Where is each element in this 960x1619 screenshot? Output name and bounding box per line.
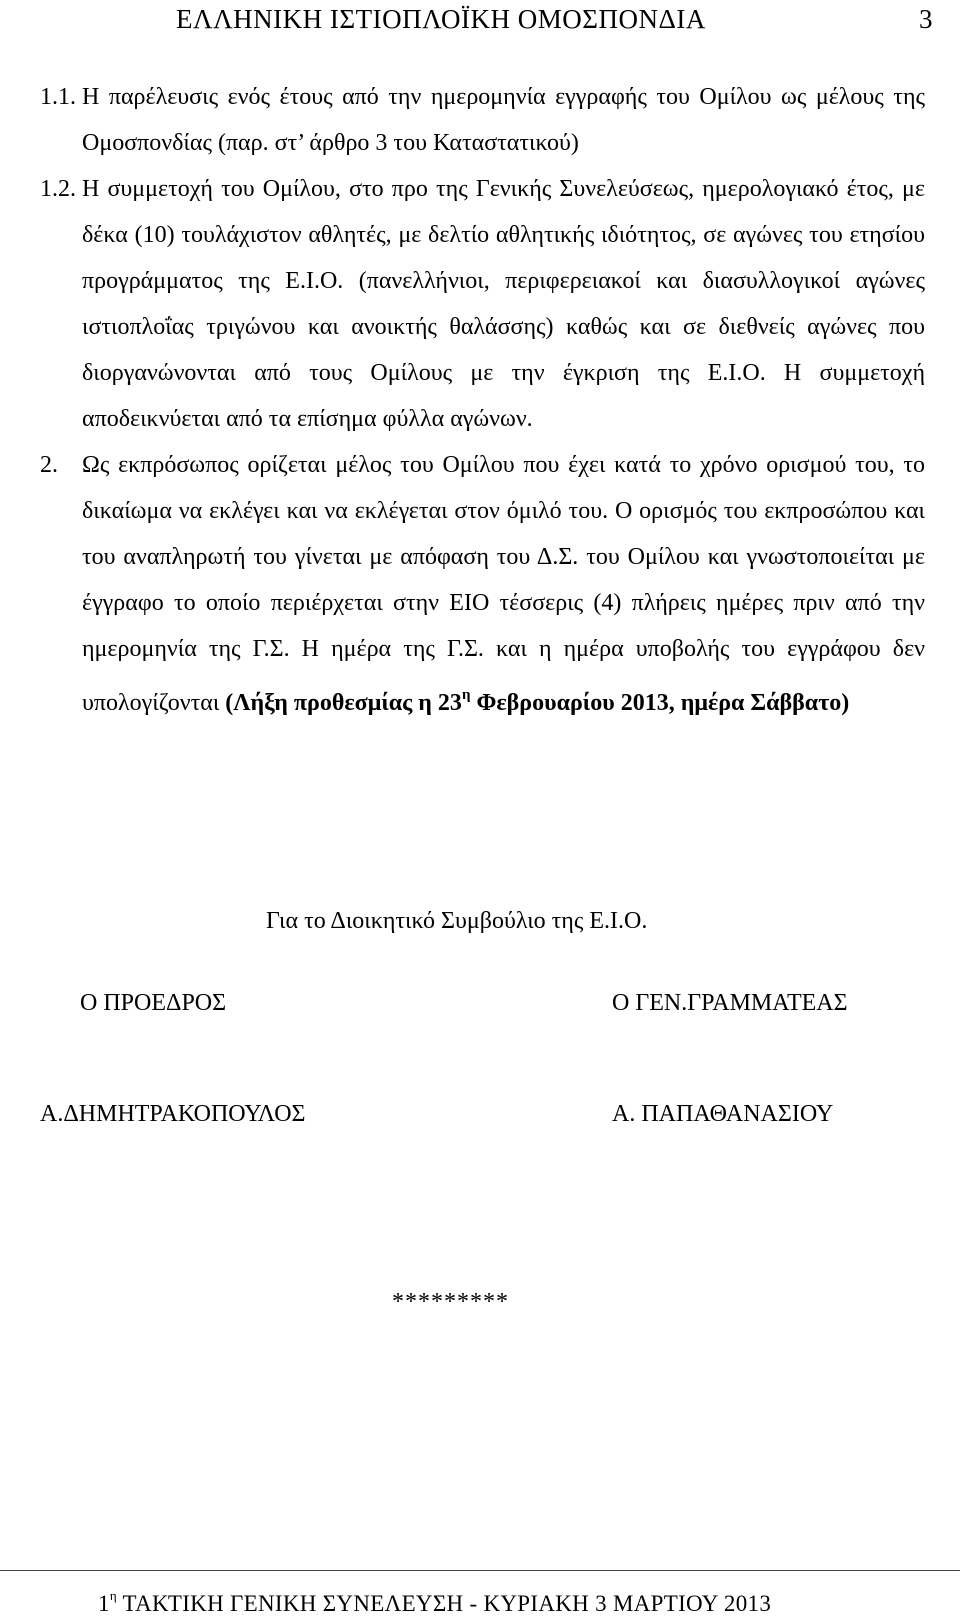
clause-text: Η συμμετοχή του Ομίλου, στο προ της Γενικής Συνελεύσεως, ημερολογιακό έτος, με δέκα (10) τουλάχιστον αθλητές, με δελτίο αθλητικής ιδιότητος, σε αγώνες του ετησίου προγράμματος της Ε.Ι.Ο. (πανελλήνιοι, περιφερειακοί και διασυλλογικοί αγώνες ιστιοπλοΐας τριγώνου και ανοικτής θαλάσσης) καθώς και σε διεθνείς αγώνες που διοργανώνονται από τους Ομίλους με την έγκριση της Ε.Ι.Ο. Η συμμετοχή αποδεικνύεται από τα επίσημα φύλλα αγώνων. [82, 176, 925, 432]
clause-number: 2. [40, 452, 58, 478]
footer-divider [0, 1570, 960, 1571]
clause-text: Η παρέλευσις ενός έτους από την ημερομηνία εγγραφής του Ομίλου ως μέλους της Ομοσπονδίας (παρ. στ’ άρθρο 3 του Καταστατικού) [82, 84, 925, 156]
secretary-name: Α. ΠΑΠΑΘΑΝΑΣΙΟΥ [612, 1101, 834, 1127]
clause-paragraph [82, 442, 925, 726]
clause-2 [40, 442, 925, 726]
footer-ordinal-sup: η [109, 1588, 117, 1603]
deadline-part-1: (Λήξη προθεσμίας η 23 [225, 690, 462, 716]
footer-text [98, 1588, 771, 1617]
page-header [0, 0, 960, 44]
clause-number: 1.2. [40, 176, 76, 202]
president-title: Ο ΠΡΟΕΔΡΟΣ [80, 990, 227, 1016]
deadline-superscript: η [461, 687, 471, 703]
clause-1-1 [40, 74, 925, 166]
footer-ordinal: 1 [98, 1591, 110, 1616]
footer-label: ΤΑΚΤΙΚΗ ΓΕΝΙΚΗ ΣΥΝΕΛΕΥΣΗ - ΚΥΡΙΑΚΗ 3 ΜΑΡΤΙΟΥ 2013 [116, 1591, 772, 1616]
deadline-part-2: Φεβρουαρίου 2013, ημέρα Σάββατο) [470, 690, 850, 716]
clause-text: Ως εκπρόσωπος ορίζεται μέλος του Ομίλου που έχει κατά το χρόνο ορισμού του, το δικαίωμα να εκλέγει και να εκλέγεται στον όμιλό του. Ο ορισμός του εκπροσώπου και του αναπληρωτή του γίνεται με απόφαση του Δ.Σ. του Ομίλου και γνωστοποιείται με έγγραφο το οποίο περιέρχεται στην ΕΙΟ τέσσερις (4) πλήρεις ημέρες πριν από την ημερομηνία της Γ.Σ. Η ημέρα της Γ.Σ. και η ημέρα υποβολής του εγγράφου δεν υπολογίζονται [82, 452, 925, 716]
page-number: 3 [919, 4, 933, 34]
clause-1-2 [40, 166, 925, 442]
secretary-title: Ο ΓΕΝ.ΓΡΑΜΜΑΤΕΑΣ [612, 990, 848, 1016]
separator: ********* [392, 1289, 509, 1315]
deadline-text [225, 687, 850, 716]
header-title: ΕΛΛΗΝΙΚΗ ΙΣΤΙΟΠΛΟΪΚΗ ΟΜΟΣΠΟΝΔΙΑ [176, 4, 706, 34]
president-name: Α.ΔΗΜΗΤΡΑΚΟΠΟΥΛΟΣ [40, 1101, 306, 1127]
clause-number: 1.1. [40, 84, 76, 110]
board-line: Για το Διοικητικό Συμβούλιο της Ε.Ι.Ο. [266, 908, 648, 934]
document-body [40, 74, 925, 726]
